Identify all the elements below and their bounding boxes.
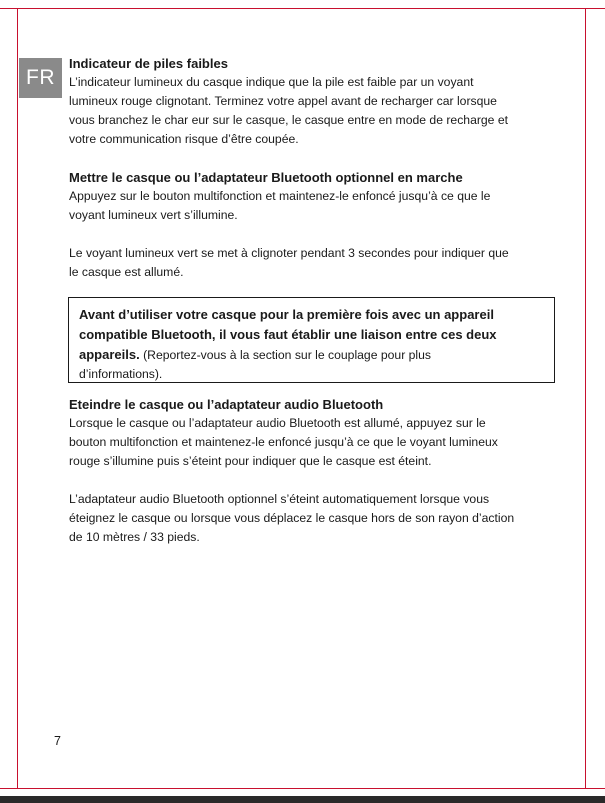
low-battery-section (69, 54, 559, 149)
page-bottom-edge (0, 796, 605, 803)
main-content (69, 54, 559, 282)
callout-bold-start: appareils. (79, 347, 140, 362)
text-line: bouton multifonction et maintenez-le enfoncé jusqu’à ce que le voyant lumineux (69, 435, 498, 449)
text-line: Le voyant lumineux vert se met à clignoter pendant 3 secondes pour indiquer que (69, 246, 509, 260)
page-frame-right (585, 8, 586, 788)
text-line: lumineux rouge clignotant. Terminez votre appel avant de recharger car lorsque (69, 94, 497, 108)
power-off-heading: Eteindre le casque ou l’adaptateur audio Bluetooth (69, 397, 384, 412)
text-line: éteignez le casque ou lorsque vous déplacez le casque hors de son rayon d’action (69, 511, 515, 525)
text-line: vous branchez le char eur sur le casque, le casque entre en mode de recharge et (69, 113, 509, 127)
page-number: 7 (54, 734, 61, 748)
low-battery-heading: Indicateur de piles faibles (69, 56, 228, 71)
text-line: L’adaptateur audio Bluetooth optionnel s’éteint automatiquement lorsque vous (69, 492, 490, 506)
power-on-heading: Mettre le casque ou l’adaptateur Bluetooth optionnel en marche (69, 170, 463, 185)
text-line: L’indicateur lumineux du casque indique que la pile est faible par un voyant (69, 75, 474, 89)
text-line: voyant lumineux vert s’illumine. (69, 208, 238, 222)
callout-text: (Reportez-vous à la section sur le couplage pour plus (139, 348, 432, 362)
power-off-section (69, 395, 559, 547)
text-line: votre communication risque d’être coupée. (69, 132, 299, 146)
pairing-notice-box (68, 297, 555, 383)
text-line: le casque est allumé. (69, 265, 184, 279)
text-line: rouge s’illumine puis s’éteint pour indiquer que le casque est éteint. (69, 454, 432, 468)
page-frame-top (0, 8, 605, 9)
language-tab: FR (19, 58, 62, 98)
text-line: Appuyez sur le bouton multifonction et maintenez-le enfoncé jusqu’à ce que le (69, 189, 491, 203)
page-frame-left (17, 8, 18, 788)
text-line: de 10 mètres / 33 pieds. (69, 530, 200, 544)
text-line: Lorsque le casque ou l’adaptateur audio Bluetooth est allumé, appuyez sur le (69, 416, 486, 430)
page-frame-bottom (0, 788, 605, 789)
callout-bold-line: Avant d’utiliser votre casque pour la première fois avec un appareil (79, 307, 494, 322)
callout-bold-line: compatible Bluetooth, il vous faut établir une liaison entre ces deux (79, 327, 497, 342)
callout-text: d’informations). (79, 367, 163, 381)
power-on-section (69, 168, 559, 282)
